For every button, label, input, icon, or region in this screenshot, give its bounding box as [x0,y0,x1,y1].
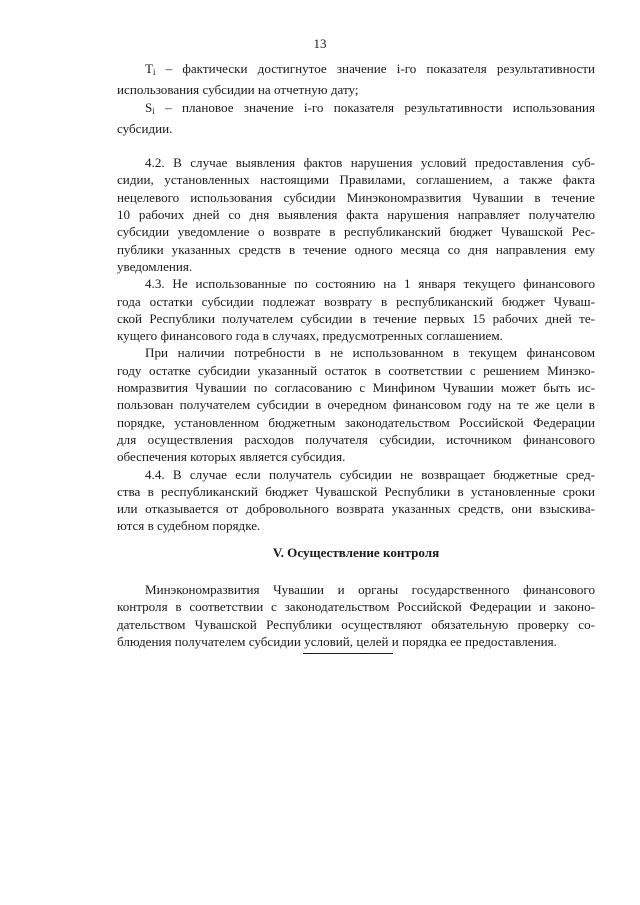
definition-s-line-2: субсидии. [117,120,173,136]
definition-s-line-1 [117,99,595,120]
paragraph-4-4-line: или отказывается от добровольного возврата указанных средств, они взыскива- [117,501,595,517]
paragraph-4-3b-line: году остатке субсидии указанный остаток в соответствии с решением Минэко- [117,362,595,378]
definition-t-line-2: использования субсидии на отчетную дату; [117,82,359,98]
definition-s [117,99,595,138]
paragraph-4-3-line: года остатки субсидии подлежат возврату в республиканский бюджет Чуваш- [117,293,595,309]
paragraph-4-3b-line: пользован получателем субсидии в очередном финансовом году на те же цели в [117,397,595,413]
paragraph-4-2-line: публики указанных средств в течение одного месяца со дня направления ему [117,241,595,257]
paragraph-4-2-line: 4.2. В случае выявления фактов нарушения условий предоставления суб- [145,155,595,171]
paragraph-4-2-line: 10 рабочих дней со дня выявления факта нарушения направляет получателю [117,207,595,223]
section-5-line: дательством Чувашской Республики осуществляют обязательную проверку со- [117,616,595,632]
paragraph-4-3-line: ской Республики получателем субсидии в течение первых 15 рабочих дней те- [117,310,595,326]
definition-s-symbol: S [145,99,153,115]
page-number: 13 [313,36,327,51]
section-5-line: блюдения получателем субсидии условий, целей и порядка ее предоставления. [117,633,557,649]
paragraph-4-2-line: сидии, установленных настоящими Правилами, соглашением, а также факта [117,172,595,188]
paragraph-4-3-continued [117,344,595,465]
paragraph-4-2 [117,154,595,275]
definition-t-index: i [153,67,156,77]
paragraph-4-3b-line: порядке, установленном бюджетным законодательством Российской Федерации [117,414,595,430]
definition-s-text-1: – плановое значение i-го показателя результативности использования [154,99,595,115]
page-content [117,60,595,650]
definition-s-index: i [152,105,155,116]
paragraph-4-2-line: субсидии уведомление о возврате в республиканский бюджет Чувашской Рес- [117,224,595,240]
paragraph-4-4-line: ются в судебном порядке. [117,518,261,534]
section-5-paragraph [117,581,595,650]
paragraph-4-2-line: нецелевого использования субсидии Минэкономразвития Чувашии в течение [117,189,595,205]
definition-t-text-1: – фактически достигнутое значение i-го показателя результативности [155,61,595,76]
paragraph-4-3b-line: При наличии потребности в не использованном в текущем финансовом [145,345,595,361]
section-5-line: контроля в соответствии с законодательством Российской Федерации и законо- [117,599,595,615]
paragraph-4-3 [117,275,595,344]
paragraph-4-4-line: ства в республиканский бюджет Чувашской Республики в установленные сроки [117,483,595,499]
paragraph-4-2-line: уведомления. [117,258,193,274]
paragraph-4-4 [117,466,595,535]
spacer [117,137,595,154]
paragraph-4-3b-line: обеспечения которых является субсидия. [117,449,346,465]
definition-t [117,60,595,99]
section-5-line: Минэкономразвития Чувашии и органы государственного финансового [145,582,595,598]
spacer [117,561,595,581]
end-divider-line [303,653,393,654]
paragraph-4-3b-line: для осуществления расходов получателя субсидии, источником финансового [117,431,595,447]
definition-t-line-1 [117,60,595,81]
section-heading: V. Осуществление контроля [272,544,440,560]
paragraph-4-3-line: кущего финансового года в случаях, предусмотренных соглашением. [117,328,503,344]
paragraph-4-3-line: 4.3. Не использованные по состоянию на 1 января текущего финансового [145,276,595,292]
paragraph-4-4-line: 4.4. В случае если получатель субсидии не возвращает бюджетные сред- [145,466,595,482]
definition-t-symbol: T [145,61,153,76]
spacer [117,535,595,544]
paragraph-4-3b-line: номразвития Чувашии по согласованию с Минфином Чувашии может быть ис- [117,380,595,396]
